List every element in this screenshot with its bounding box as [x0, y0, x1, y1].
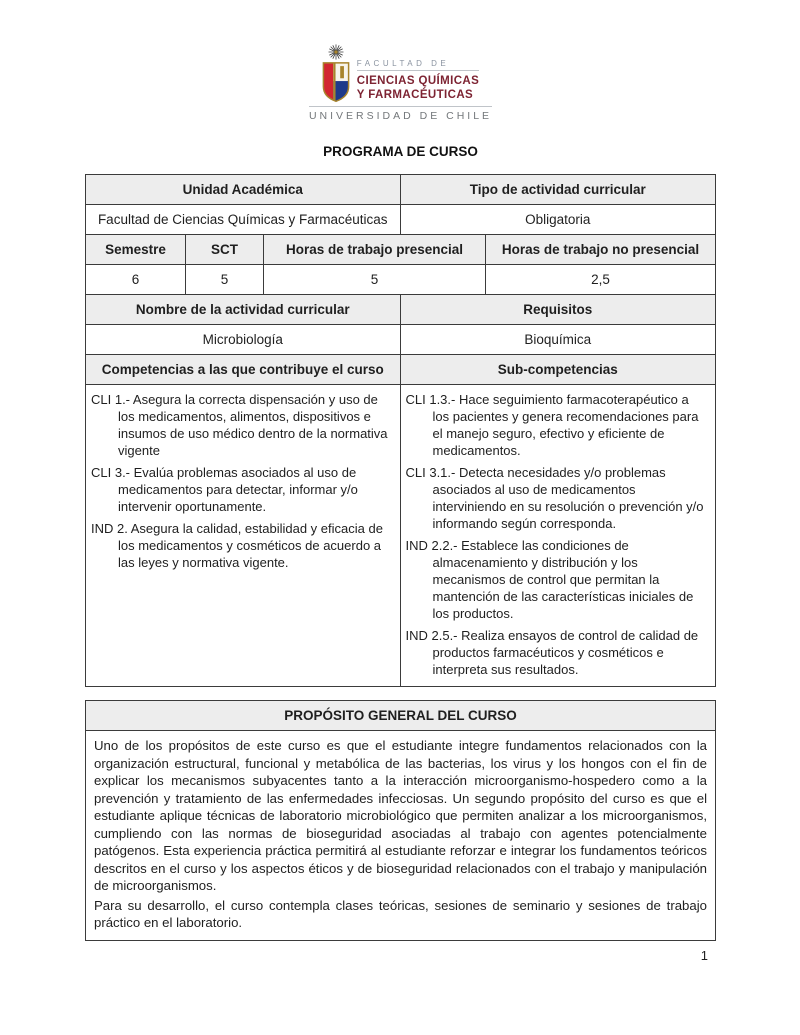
competencias-list-cell: [86, 385, 401, 686]
proposito-table: [85, 700, 716, 941]
table-row: [86, 701, 715, 731]
tipo-actividad-header-cell: Tipo de actividad curricular: [401, 175, 716, 204]
horas-presencial-header-cell: Horas de trabajo presencial: [264, 235, 486, 264]
page-number: 1: [700, 948, 708, 963]
semestre-header-cell: Semestre: [86, 235, 186, 264]
horas-no-presencial-value-cell: 2,5: [591, 272, 610, 287]
subcompetencia-item: IND 2.2.- Establece las condiciones de almacenamiento y distribución y los mecanismos de control que permitan la mantención de las características iniciales de los productos.: [405, 538, 694, 621]
subcompetencia-item: CLI 3.1.- Detecta necesidades y/o problemas asociados al uso de medicamentos interviniendo en su resolución o prevención y/o informando según corresponda.: [405, 465, 704, 531]
unidad-academica-value-cell: Facultad de Ciencias Químicas y Farmacéuticas: [86, 205, 401, 234]
shield-icon: [322, 61, 350, 103]
table-row: [86, 325, 715, 355]
logo-facultad-line: FACULTAD DE: [357, 59, 479, 71]
nombre-actividad-value-cell: Microbiología: [86, 325, 401, 354]
star-icon: [328, 44, 344, 60]
sct-header-cell: SCT: [186, 235, 264, 264]
table-row: [86, 265, 715, 295]
table-row: [86, 731, 715, 940]
competencia-item: CLI 1.- Asegura la correcta dispensación y uso de los medicamentos, alimentos, dispositivos e insumos de uso médico dentro de la normativa vigente: [91, 392, 388, 458]
logo-universidad-line: UNIVERSIDAD DE CHILE: [309, 106, 492, 122]
logo-shield-column: [322, 44, 350, 103]
proposito-body-cell: [86, 731, 715, 940]
horas-no-presencial-header-cell: Horas de trabajo no presencial: [486, 235, 715, 264]
proposito-paragraph: Para su desarrollo, el curso contempla clases teóricas, sesiones de seminario y sesiones de trabajo práctico en el laboratorio.: [94, 897, 707, 930]
proposito-header-cell: PROPÓSITO GENERAL DEL CURSO: [86, 701, 715, 730]
nombre-actividad-header-cell: Nombre de la actividad curricular: [86, 295, 401, 324]
subcompetencias-header-cell: Sub-competencias: [401, 355, 716, 384]
course-info-table: [85, 174, 716, 687]
subcompetencia-item: IND 2.5.- Realiza ensayos de control de calidad de productos farmacéuticos y cosméticos e interpreta sus resultados.: [405, 628, 699, 677]
competencia-item: IND 2. Asegura la calidad, estabilidad y eficacia de los medicamentos y cosméticos de acuerdo a las leyes y normativa vigente.: [91, 521, 383, 570]
subcompetencias-list-cell: [401, 385, 716, 686]
logo-text-lines: [357, 44, 479, 102]
requisitos-value-cell: Bioquímica: [524, 332, 592, 347]
horas-presencial-value-cell: 5: [264, 265, 486, 294]
document-title: PROGRAMA DE CURSO: [323, 144, 478, 159]
subcompetencia-item: CLI 1.3.- Hace seguimiento farmacoterapéutico a los pacientes y genera recomendaciones para el manejo seguro, efectivo y eficiente de medicamentos.: [405, 392, 699, 458]
logo-ciencias-line: CIENCIAS QUÍMICAS: [356, 75, 480, 87]
unidad-academica-header-cell: Unidad Académica: [86, 175, 401, 204]
table-row: [86, 295, 715, 325]
tipo-actividad-value-cell: Obligatoria: [525, 212, 591, 227]
proposito-paragraph: Uno de los propósitos de este curso es que el estudiante integre fundamentos relacionados con la organización estructural, funcional y metabólica de las bacterias, los virus y los hongos con el fin de explicar los mecanismos subyacentes tanto a la interacción microorganismo-hospedero como a la prevención y tratamiento de las enfermedades infecciosas. Un segundo propósito del curso es que el estudiante aplique técnicas de laboratorio microbiológico que permiten analizar a los microorganismos, cumpliendo con las normas de bioseguridad asociadas al trabajo con agentes potencialmente patógenos. Esta experiencia práctica permitirá al estudiante reforzar e integrar los fundamentos teóricos descritos en el curso y los aspectos éticos y de bioseguridad relacionados con el trabajo y manipulación de microorganismos.: [94, 738, 707, 893]
competencias-header-cell: Competencias a las que contribuye el curso: [86, 355, 401, 384]
table-row: [86, 385, 715, 686]
table-row: [86, 205, 715, 235]
university-logo: [309, 44, 492, 122]
requisitos-header-cell: Requisitos: [401, 295, 716, 324]
competencia-item: CLI 3.- Evalúa problemas asociados al uso de medicamentos para detectar, informar y/o intervenir oportunamente.: [91, 465, 358, 514]
sct-value-cell: 5: [186, 265, 264, 294]
logo-top-row: [322, 44, 479, 103]
logo-farmaceuticas-line: Y FARMACÉUTICAS: [356, 89, 474, 101]
table-row: [86, 235, 715, 265]
semestre-value-cell: 6: [86, 265, 186, 294]
table-row: [86, 355, 715, 385]
table-row: [86, 175, 715, 205]
